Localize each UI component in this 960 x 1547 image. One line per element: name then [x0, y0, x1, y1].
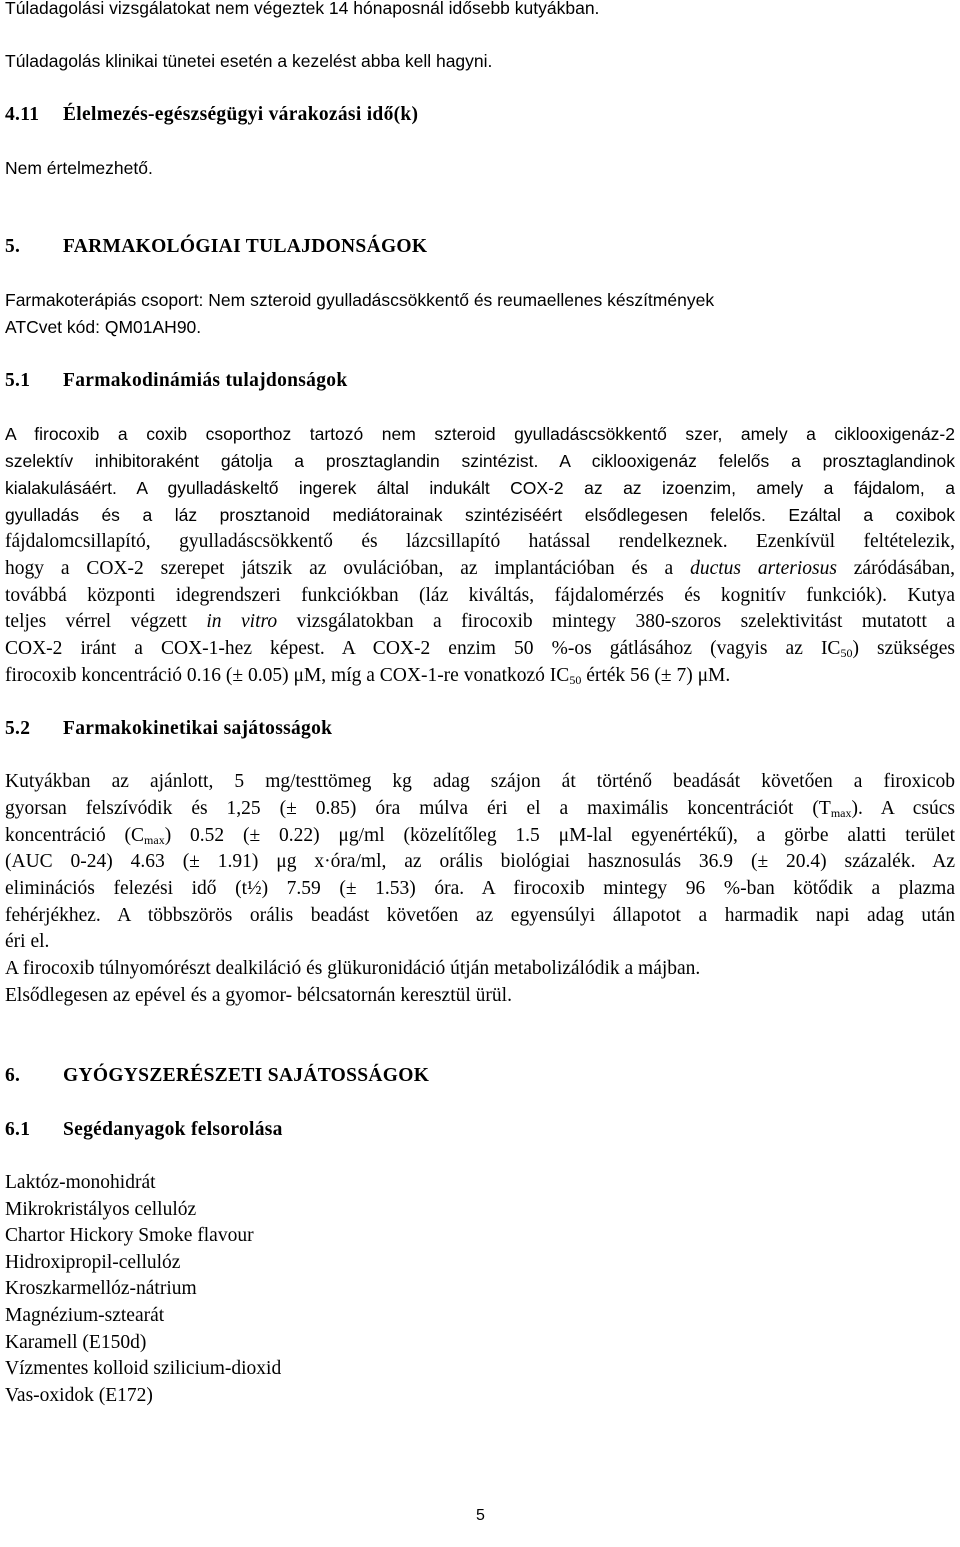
text-run: záródásában,	[836, 558, 956, 579]
list-item: Hidroxipropil-cellulóz	[5, 1252, 181, 1273]
italic-term: ductus arteriosus	[690, 558, 837, 579]
text-run: gyorsan felszívódik és 1,25 (± 0.85) óra múlva éri el a maximális koncentrációt (T	[5, 798, 831, 819]
paragraph-line	[5, 558, 955, 580]
atcvet-code: ATCvet kód: QM01AH90.	[5, 317, 202, 337]
text-run: firocoxib koncentráció 0.16 (± 0.05) μM, míg a COX-1-re vonatkozó IC	[5, 665, 570, 686]
list-item: Chartor Hickory Smoke flavour	[5, 1225, 254, 1246]
text-run: hogy a COX-2 szerepet játszik az ovulációban, az implantációban és a	[5, 558, 691, 579]
section-title: GYÓGYSZERÉSZETI SAJÁTOSSÁGOK	[63, 1065, 430, 1086]
paragraph-line	[5, 825, 955, 847]
text-run: koncentráció (C	[5, 825, 145, 846]
pharmacotherapeutic-group: Farmakoterápiás csoport: Nem szteroid gyulladáscsökkentő és reumaellenes készítmények	[5, 290, 715, 310]
list-item: Kroszkarmellóz-nátrium	[5, 1278, 197, 1299]
section-4-11-heading	[5, 104, 418, 126]
subscript: 50	[569, 673, 582, 687]
subscript: max	[830, 806, 852, 820]
subscript: 50	[840, 646, 853, 660]
text-run: teljes vérrel végzett	[5, 611, 207, 632]
text-run: ) 0.52 (± 0.22) μg/ml (közelítőleg 1.5 μM-lal egyenértékű), a görbe alatti terület	[164, 825, 955, 846]
paragraph-line: fehérjékhez. A többszörös orális beadást követően az egyensúlyi állapotot a harmadik napi adag után	[5, 905, 955, 926]
section-number: 5.	[5, 236, 21, 257]
page-number: 5	[476, 1507, 485, 1524]
section-number: 6.1	[5, 1119, 31, 1140]
paragraph-line: A firocoxib a coxib csoporthoz tartozó nem szteroid gyulladáscsökkentő szer, amely a ciklooxigenáz-2	[5, 424, 955, 444]
section-title: Farmakokinetikai sajátosságok	[63, 718, 333, 739]
section-6-1-heading	[5, 1119, 283, 1141]
paragraph-line	[5, 665, 730, 687]
paragraph-line	[5, 611, 955, 633]
list-item: Laktóz-monohidrát	[5, 1172, 156, 1193]
section-4-11-text: Nem értelmezhető.	[5, 158, 153, 178]
section-number: 4.11	[5, 104, 40, 125]
text-run: érték 56 (± 7) μM.	[581, 665, 731, 686]
text-run: COX-2 iránt a COX-1-hez képest. A COX-2 enzim 50 %-os gátlásához (vagyis az IC	[5, 638, 841, 659]
paragraph-line	[5, 798, 955, 820]
list-item: Karamell (E150d)	[5, 1332, 147, 1353]
paragraph-line: gyulladás és a láz prosztanoid mediátorainak szintéziséért elsődlegesen felelős. Ezáltal a coxibok	[5, 505, 955, 525]
list-item: Mikrokristályos cellulóz	[5, 1199, 197, 1220]
section-number: 5.1	[5, 370, 31, 391]
paragraph-line: Elsődlegesen az epével és a gyomor- bélcsatornán keresztül ürül.	[5, 985, 512, 1006]
paragraph-line: A firocoxib túlnyomórészt dealkiláció és glükuronidáció útján metabolizálódik a májban.	[5, 958, 701, 979]
section-title: FARMAKOLÓGIAI TULAJDONSÁGOK	[63, 236, 428, 257]
paragraph-line: továbbá központi idegrendszeri funkciókban (láz kiváltás, fájdalomérzés és kognitív funkciók). Kutya	[5, 585, 955, 606]
text-run: ). A csúcs	[851, 798, 955, 819]
subscript: max	[144, 833, 165, 847]
section-title: Segédanyagok felsorolása	[63, 1119, 283, 1140]
section-title: Farmakodinámiás tulajdonságok	[63, 370, 348, 391]
list-item: Vas-oxidok (E172)	[5, 1385, 153, 1406]
paragraph-line: éri el.	[5, 931, 50, 952]
paragraph-line: kialakulásáért. A gyulladáskeltő ingerek által indukált COX-2 az az izoenzim, amely a fájdalom, a	[5, 478, 955, 498]
text-run: vizsgálatokban a firocoxib mintegy 380-szoros szelektivitást mutatott a	[277, 611, 955, 632]
section-number: 6.	[5, 1065, 21, 1086]
paragraph-line: (AUC 0-24) 4.63 (± 1.91) μg x·óra/ml, az orális biológiai hasznosulás 36.9 (± 20.4) százalék. Az	[5, 851, 955, 872]
paragraph-line: fájdalomcsillapító, gyulladáscsökkentő és lázcsillapító hatással rendelkeznek. Ezenkívül feltételezik,	[5, 531, 955, 552]
section-title: Élelmezés-egészségügyi várakozási idő(k)	[63, 104, 419, 125]
section-5-2-heading	[5, 718, 332, 740]
italic-term: in vitro	[206, 611, 278, 632]
paragraph-line	[5, 638, 955, 660]
section-number: 5.2	[5, 718, 31, 739]
overdose-line-2: Túladagolás klinikai tünetei esetén a kezelést abba kell hagyni.	[5, 51, 493, 71]
section-5-heading	[5, 236, 427, 258]
text-run: ) szükséges	[852, 638, 955, 659]
list-item: Vízmentes kolloid szilicium-dioxid	[5, 1358, 282, 1379]
list-item: Magnézium-sztearát	[5, 1305, 165, 1326]
section-6-heading	[5, 1065, 429, 1087]
overdose-line-1: Túladagolási vizsgálatokat nem végeztek 14 hónaposnál idősebb kutyákban.	[5, 0, 600, 18]
paragraph-line: Kutyákban az ajánlott, 5 mg/testtömeg kg adag szájon át történő beadását követően a firoxicob	[5, 771, 955, 792]
paragraph-line: eliminációs felezési idő (t½) 7.59 (± 1.53) óra. A firocoxib mintegy 96 %-ban kötődik a plazma	[5, 878, 955, 899]
section-5-1-heading	[5, 370, 347, 392]
paragraph-line: szelektív inhibitoraként gátolja a prosztaglandin szintézist. A ciklooxigenáz felelős a prosztaglandinok	[5, 451, 955, 471]
